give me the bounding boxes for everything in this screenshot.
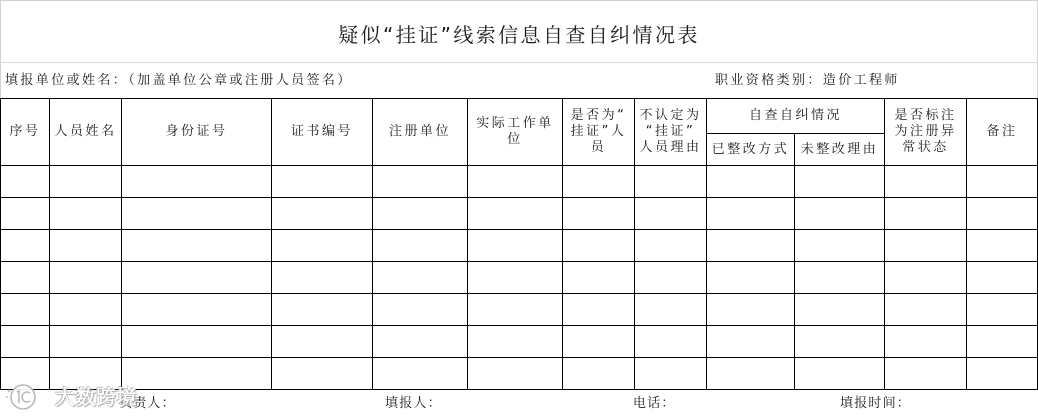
table-cell (122, 294, 272, 326)
header-line: 实际工作单 (476, 116, 554, 131)
header-abnormal-status (885, 99, 967, 166)
table-cell (707, 230, 795, 262)
table-cell (373, 326, 468, 358)
table-row (1, 198, 1038, 230)
table-cell (707, 358, 795, 390)
footer-responsible-label: 负责人： (119, 396, 176, 411)
table-cell (885, 262, 967, 294)
table-cell (967, 294, 1038, 326)
table-cell (272, 262, 373, 294)
header-line: 不认定为 (639, 108, 702, 123)
watermark-text: 大数跨境 (55, 385, 137, 409)
table-cell (272, 294, 373, 326)
table-cell (563, 358, 635, 390)
table-cell (272, 198, 373, 230)
table-cell (122, 262, 272, 294)
table-cell (122, 166, 272, 198)
table-cell (707, 326, 795, 358)
page-title: 疑似“挂证”线索信息自查自纠情况表 (338, 23, 700, 47)
table-cell (967, 198, 1038, 230)
table-cell (707, 198, 795, 230)
table-body (1, 166, 1038, 390)
table-row (1, 166, 1038, 198)
table-cell (635, 166, 707, 198)
header-line: 是否标注 (894, 108, 957, 123)
table-cell (563, 326, 635, 358)
table-cell (50, 230, 122, 262)
header-line: “挂证” (645, 124, 696, 139)
table-cell (1, 230, 50, 262)
table-cell (50, 326, 122, 358)
table-cell (707, 294, 795, 326)
table-cell (635, 198, 707, 230)
table-cell (967, 358, 1038, 390)
header-line: 人员理由 (639, 140, 702, 155)
table-cell (122, 230, 272, 262)
table-cell (1, 198, 50, 230)
table-cell (373, 230, 468, 262)
table-cell (50, 166, 122, 198)
table-cell (563, 262, 635, 294)
header-row (1, 99, 1038, 134)
table-cell (50, 294, 122, 326)
table-header (1, 99, 1038, 166)
table-cell (563, 198, 635, 230)
table-cell (635, 262, 707, 294)
table-cell (635, 358, 707, 390)
table-cell (468, 262, 563, 294)
header-reg-unit: 注册单位 (373, 99, 468, 166)
table-cell (1, 326, 50, 358)
footer-phone-label: 电话： (633, 396, 676, 411)
title-divider (0, 62, 1038, 63)
table-cell (795, 262, 885, 294)
table-cell (795, 166, 885, 198)
table-cell (967, 166, 1038, 198)
table-cell (122, 358, 272, 390)
table-cell (563, 166, 635, 198)
table-cell (885, 166, 967, 198)
header-not-recognized-reason (635, 99, 707, 166)
header-work-unit (468, 99, 563, 166)
table-cell (635, 326, 707, 358)
self-check-table (0, 98, 1038, 390)
table-cell (373, 294, 468, 326)
table-cell (885, 358, 967, 390)
table-row (1, 358, 1038, 390)
table-cell (885, 326, 967, 358)
table-cell (50, 262, 122, 294)
table-row (1, 262, 1038, 294)
watermark-logo-icon (3, 383, 43, 411)
table-cell (885, 198, 967, 230)
table-cell (1, 294, 50, 326)
footer-fill-time-label: 填报时间： (840, 396, 912, 411)
qualification-category: 职业资格类别：造价工程师 (715, 73, 900, 88)
table-cell (967, 262, 1038, 294)
header-remarks: 备注 (967, 99, 1038, 166)
table-cell (563, 294, 635, 326)
table-cell (272, 230, 373, 262)
watermark (3, 382, 143, 412)
table-cell (885, 294, 967, 326)
table-cell (707, 262, 795, 294)
table-cell (635, 294, 707, 326)
table-cell (468, 230, 563, 262)
header-id-number: 身份证号 (122, 99, 272, 166)
header-seq: 序号 (1, 99, 50, 166)
table-cell (707, 166, 795, 198)
header-line: 常状态 (902, 140, 949, 155)
table-cell (795, 294, 885, 326)
header-unrectified-reason: 未整改理由 (795, 134, 885, 166)
table-cell (373, 198, 468, 230)
table-cell (468, 358, 563, 390)
table-cell (272, 358, 373, 390)
table-cell (468, 198, 563, 230)
table-cell (272, 166, 373, 198)
table-cell (967, 326, 1038, 358)
table-cell (1, 166, 50, 198)
header-line: 员 (590, 140, 607, 155)
footer-filler-label: 填报人： (385, 396, 442, 411)
header-is-guazheng (563, 99, 635, 166)
table-cell (795, 198, 885, 230)
table-cell (563, 230, 635, 262)
table-row (1, 294, 1038, 326)
table-cell (373, 358, 468, 390)
table-cell (795, 230, 885, 262)
table-cell (967, 230, 1038, 262)
table-cell (635, 230, 707, 262)
table-cell (468, 294, 563, 326)
table-row (1, 230, 1038, 262)
reporter-field-label: 填报单位或姓名：（加盖单位公章或注册人员签名） (5, 73, 353, 88)
header-line: 是否为“ (570, 108, 627, 123)
table-cell (272, 326, 373, 358)
table-cell (373, 166, 468, 198)
table-cell (468, 326, 563, 358)
table-cell (122, 198, 272, 230)
table-cell (50, 198, 122, 230)
table-cell (1, 262, 50, 294)
header-self-check-group: 自查自纠情况 (707, 99, 885, 134)
table-cell (795, 358, 885, 390)
header-cert-number: 证书编号 (272, 99, 373, 166)
header-line: 挂证”人 (570, 124, 627, 139)
table-cell (885, 230, 967, 262)
header-name: 人员姓名 (50, 99, 122, 166)
table-row (1, 326, 1038, 358)
table-cell (122, 326, 272, 358)
header-line: 位 (507, 132, 523, 147)
header-rectified-method: 已整改方式 (707, 134, 795, 166)
table-cell (795, 326, 885, 358)
table-cell (373, 262, 468, 294)
header-line: 为注册异 (894, 124, 957, 139)
table-cell (468, 166, 563, 198)
